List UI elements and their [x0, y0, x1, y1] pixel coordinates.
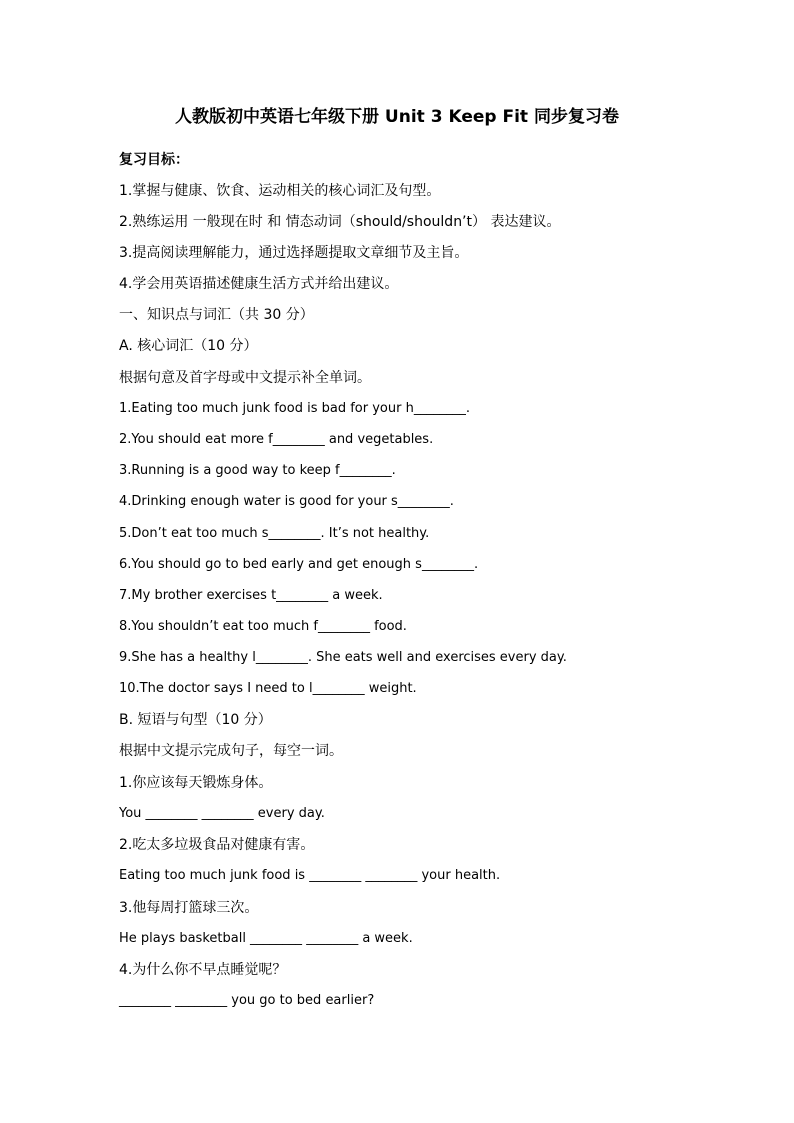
section-heading: 一、知识点与词汇（共 30 分） — [119, 307, 314, 323]
part-a-instruction: 根据句意及首字母或中文提示补全单词。 — [119, 370, 371, 386]
vocab-question: 9.She has a healthy l________. She eats well and exercises every day. — [119, 650, 567, 665]
phrase-question-english: Eating too much junk food is ________ ________ your health. — [119, 868, 501, 883]
phrase-question-english: ________ ________ you go to bed earlier? — [119, 993, 375, 1008]
phrase-question-english: You ________ ________ every day. — [119, 806, 325, 821]
phrase-question-chinese: 1.你应该每天锻炼身体。 — [119, 775, 273, 791]
vocab-question: 7.My brother exercises t________ a week. — [119, 588, 383, 603]
vocab-question: 8.You shouldn’t eat too much f________ food. — [119, 619, 407, 634]
objective-item: 1.掌握与健康、饮食、运动相关的核心词汇及句型。 — [119, 183, 441, 199]
document-title: 人教版初中英语七年级下册 Unit 3 Keep Fit 同步复习卷 — [175, 107, 619, 127]
objective-item: 2.熟练运用 一般现在时 和 情态动词（should/shouldn’t） 表达建议。 — [119, 214, 561, 230]
part-b-instruction: 根据中文提示完成句子，每空一词。 — [119, 743, 343, 759]
vocab-question: 2.You should eat more f________ and vegetables. — [119, 432, 434, 447]
part-a-heading: A. 核心词汇（10 分） — [119, 338, 258, 354]
phrase-question-english: He plays basketball ________ ________ a week. — [119, 931, 413, 946]
vocab-question: 10.The doctor says I need to l________ weight. — [119, 681, 417, 696]
objective-item: 4.学会用英语描述健康生活方式并给出建议。 — [119, 276, 399, 292]
objective-item: 3.提高阅读理解能力，通过选择题提取文章细节及主旨。 — [119, 245, 469, 261]
vocab-question: 6.You should go to bed early and get enough s________. — [119, 557, 479, 572]
phrase-question-chinese: 4.为什么你不早点睡觉呢？ — [119, 962, 287, 978]
phrase-question-chinese: 3.他每周打篮球三次。 — [119, 900, 259, 916]
part-b-heading: B. 短语与句型（10 分） — [119, 712, 272, 728]
vocab-question: 5.Don’t eat too much s________. It’s not healthy. — [119, 526, 430, 541]
vocab-question: 1.Eating too much junk food is bad for your h________. — [119, 401, 470, 416]
phrase-question-chinese: 2.吃太多垃圾食品对健康有害。 — [119, 837, 315, 853]
objectives-heading: 复习目标： — [119, 152, 189, 168]
vocab-question: 3.Running is a good way to keep f________. — [119, 463, 396, 478]
vocab-question: 4.Drinking enough water is good for your s________. — [119, 494, 454, 509]
